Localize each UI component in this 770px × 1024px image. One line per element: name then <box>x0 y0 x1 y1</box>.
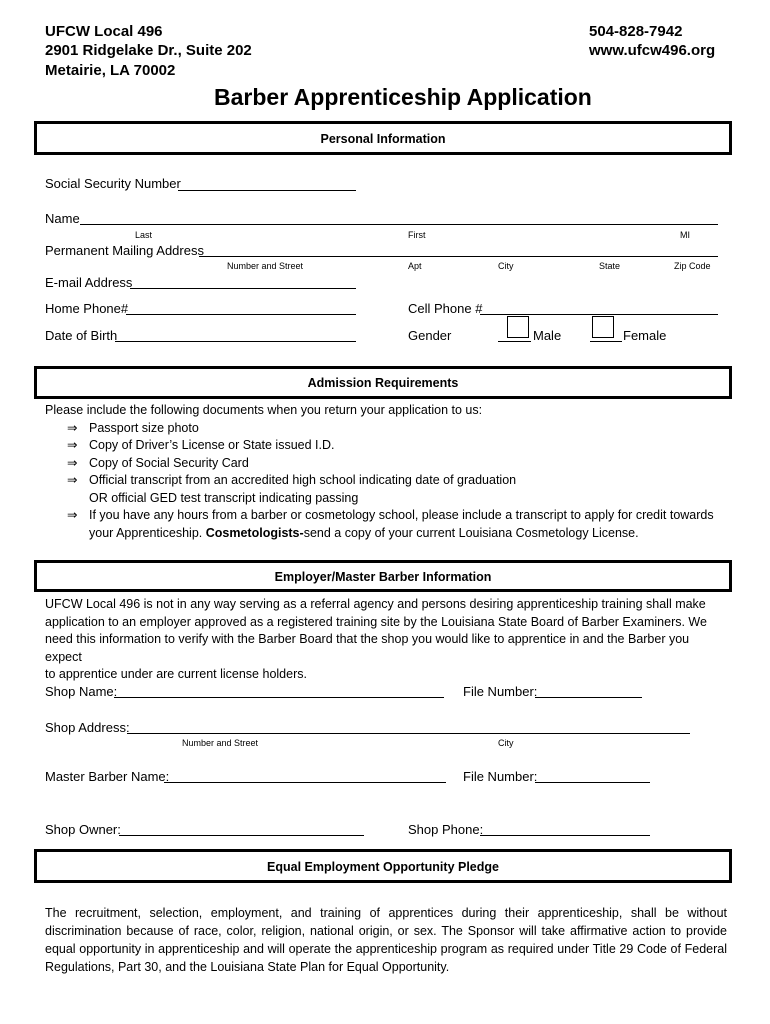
org-phone: 504-828-7942 <box>589 23 683 40</box>
eeo-pledge-text: The recruitment, selection, employment, and training of apprentices during their apprenticeship, shall be without discrimination because of race, color, religion, national origin, or sex. The Sponsor will take affirmative action to provide equal opportunity in apprenticeship and will operate the apprenticeship program as required under Title 29 Code of Federal Regulations, Part 30, and the Louisiana State Plan for Equal Opportunity. <box>45 906 727 974</box>
org-address-line2: Metairie, LA 70002 <box>45 62 176 79</box>
arrow-icon: ⇒ <box>67 438 78 452</box>
list-item: ⇒ Copy of Social Security Card <box>45 455 727 473</box>
female-line <box>590 341 622 342</box>
mailing-address-field[interactable] <box>199 256 718 257</box>
shop-address-street-caption: Number and Street <box>182 738 259 748</box>
shop-address-label: Shop Address: <box>45 720 130 735</box>
shop-phone-label: Shop Phone: <box>408 822 484 837</box>
female-checkbox[interactable] <box>592 316 614 338</box>
email-field[interactable] <box>130 288 356 289</box>
page-title: Barber Apprenticeship Application <box>214 84 592 110</box>
gender-label: Gender <box>408 328 452 343</box>
shop-address-city-caption: City <box>498 738 514 748</box>
address-zip-caption: Zip Code <box>674 261 711 271</box>
shop-address-field[interactable] <box>127 733 690 734</box>
file-number-field[interactable] <box>535 697 642 698</box>
arrow-icon: ⇒ <box>67 420 78 435</box>
list-item: ⇒ Passport size photo <box>45 420 727 438</box>
arrow-icon: ⇒ <box>67 473 78 487</box>
section-personal-information: Personal Information <box>34 121 732 155</box>
employer-paragraph: UFCW Local 496 is not in any way serving as a referral agency and persons desiring apprenticeship training shall make application to an employer approved as a registered training site by the Louisiana State Board of Barber Examiners. We need this information to verify with the Barber Board that the shop you would like to apprentice in and the Barber you expect to apprentice under are current license holders. <box>45 597 707 681</box>
list-item-continued: OR official GED test transcript indicating passing <box>89 490 359 505</box>
arrow-icon: ⇒ <box>67 508 78 522</box>
name-label: Name <box>45 211 80 226</box>
shop-phone-field[interactable] <box>480 835 650 836</box>
dob-label: Date of Birth <box>45 328 118 343</box>
master-barber-name-label: Master Barber Name: <box>45 769 170 784</box>
address-state-caption: State <box>599 261 621 271</box>
name-last-caption: Last <box>135 230 153 240</box>
address-street-caption: Number and Street <box>227 261 304 271</box>
org-name: UFCW Local 496 <box>45 23 163 40</box>
mailing-address-label: Permanent Mailing Address <box>45 243 204 258</box>
home-phone-field[interactable] <box>126 314 356 315</box>
male-label: Male <box>533 328 562 343</box>
list-item: ⇒ Copy of Driver’s License or State issued I.D. <box>45 437 727 455</box>
dob-field[interactable] <box>115 341 356 342</box>
file-number-label: File Number: <box>463 684 538 699</box>
name-first-caption: First <box>408 230 426 240</box>
cell-phone-field[interactable] <box>480 314 718 315</box>
section-eeo-pledge: Equal Employment Opportunity Pledge <box>34 849 732 883</box>
ssn-label: Social Security Number <box>45 176 181 191</box>
admission-list <box>45 402 727 542</box>
section-admission-requirements: Admission Requirements <box>34 366 732 399</box>
master-barber-name-field[interactable] <box>164 782 446 783</box>
shop-owner-label: Shop Owner: <box>45 822 121 837</box>
address-apt-caption: Apt <box>408 261 422 271</box>
file-number-2-label: File Number: <box>463 769 538 784</box>
name-mi-caption: MI <box>680 230 690 240</box>
file-number-2-field[interactable] <box>535 782 650 783</box>
org-website: www.ufcw496.org <box>589 42 716 59</box>
admission-intro: Please include the following documents when you return your application to us: <box>45 403 483 417</box>
list-item: ⇒ If you have any hours from a barber or cosmetology school, please include a transcript to apply for credit towards <box>45 507 727 525</box>
cell-phone-label: Cell Phone # <box>408 301 483 316</box>
list-item: ⇒ Official transcript from an accredited high school indicating date of graduation <box>45 472 727 490</box>
name-field[interactable] <box>80 224 718 225</box>
shop-name-field[interactable] <box>114 697 444 698</box>
list-item-continued: your Apprenticeship. Cosmetologists-send a copy of your current Louisiana Cosmetology License. <box>89 525 639 540</box>
male-checkbox[interactable] <box>507 316 529 338</box>
male-line <box>498 341 531 342</box>
female-label: Female <box>623 328 667 343</box>
email-label: E-mail Address <box>45 275 133 290</box>
ssn-field[interactable] <box>178 190 356 191</box>
shop-owner-field[interactable] <box>119 835 364 836</box>
shop-name-label: Shop Name: <box>45 684 118 699</box>
org-address-line1: 2901 Ridgelake Dr., Suite 202 <box>45 42 252 59</box>
arrow-icon: ⇒ <box>67 455 78 470</box>
address-city-caption: City <box>498 261 514 271</box>
home-phone-label: Home Phone# <box>45 301 129 316</box>
section-employer-master-barber: Employer/Master Barber Information <box>34 560 732 592</box>
